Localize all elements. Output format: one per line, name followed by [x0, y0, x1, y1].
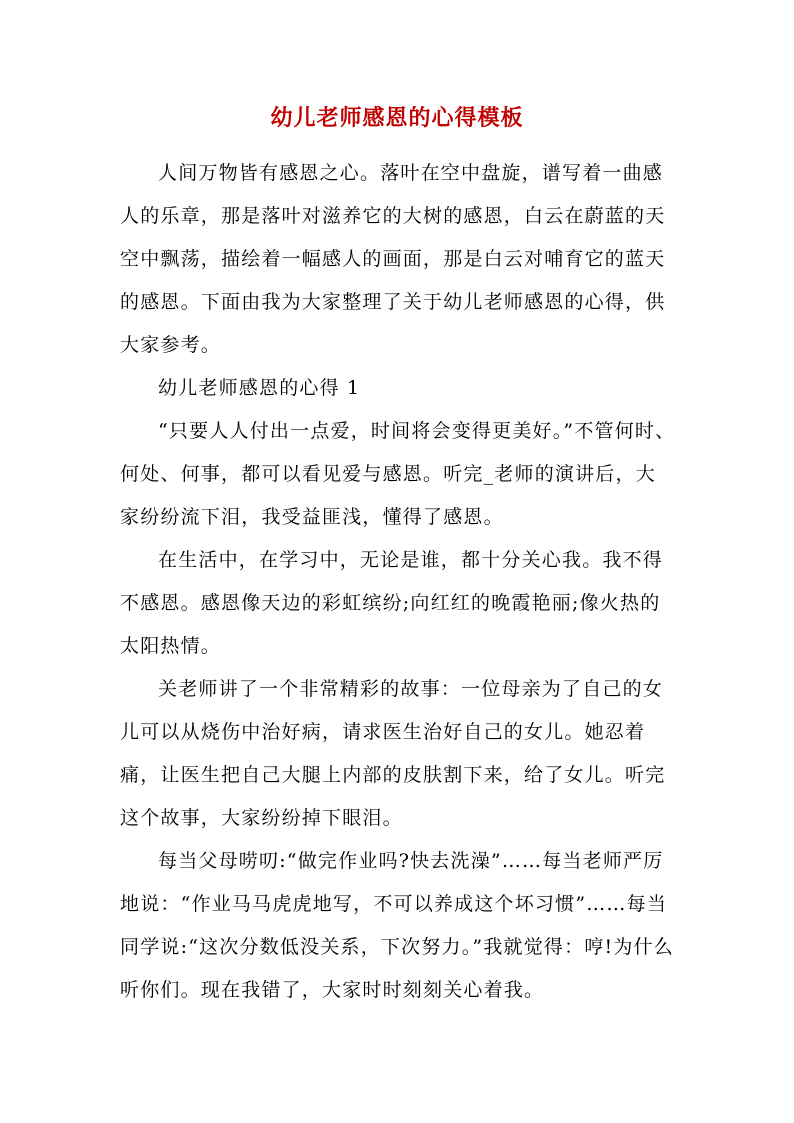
document-title: 幼儿老师感恩的心得模板	[270, 105, 524, 131]
paragraph: 关老师讲了一个非常精彩的故事：一位母亲为了自己的女儿可以从烧伤中治好病，请求医生治好自己的女儿。她忍着痛，让医生把自己大腿上内部的皮肤割下来，给了女儿。听完这个故事，大家纷纷掉下眼泪。	[120, 678, 666, 829]
document-body	[120, 152, 676, 1012]
paragraph: “只要人人付出一点爱，时间将会变得更美好。”不管何时、何处、何事，都可以看见爱与感恩。听完_老师的演讲后，大家纷纷流下泪，我受益匪浅，懂得了感恩。	[120, 420, 676, 528]
paragraph-intro: 人间万物皆有感恩之心。落叶在空中盘旋，谱写着一曲感人的乐章，那是落叶对滋养它的大树的感恩，白云在蔚蓝的天空中飘荡，描绘着一幅感人的画面，那是白云对哺育它的蓝天的感恩。下面由我为大家整理了关于幼儿老师感恩的心得，供大家参考。	[120, 162, 666, 356]
paragraph: 每当父母唠叨:“做完作业吗?快去洗澡”……每当老师严厉地说：“作业马马虎虎地写，不可以养成这个坏习惯”……每当同学说:“这次分数低没关系，下次努力。”我就觉得：哼!为什么听你们。现在我错了，大家时时刻刻关心着我。	[120, 850, 674, 1001]
section-heading: 幼儿老师感恩的心得 1	[158, 377, 361, 399]
paragraph: 在生活中，在学习中，无论是谁，都十分关心我。我不得不感恩。感恩像天边的彩虹缤纷;向红红的晚霞艳丽;像火热的太阳热情。	[120, 549, 664, 657]
